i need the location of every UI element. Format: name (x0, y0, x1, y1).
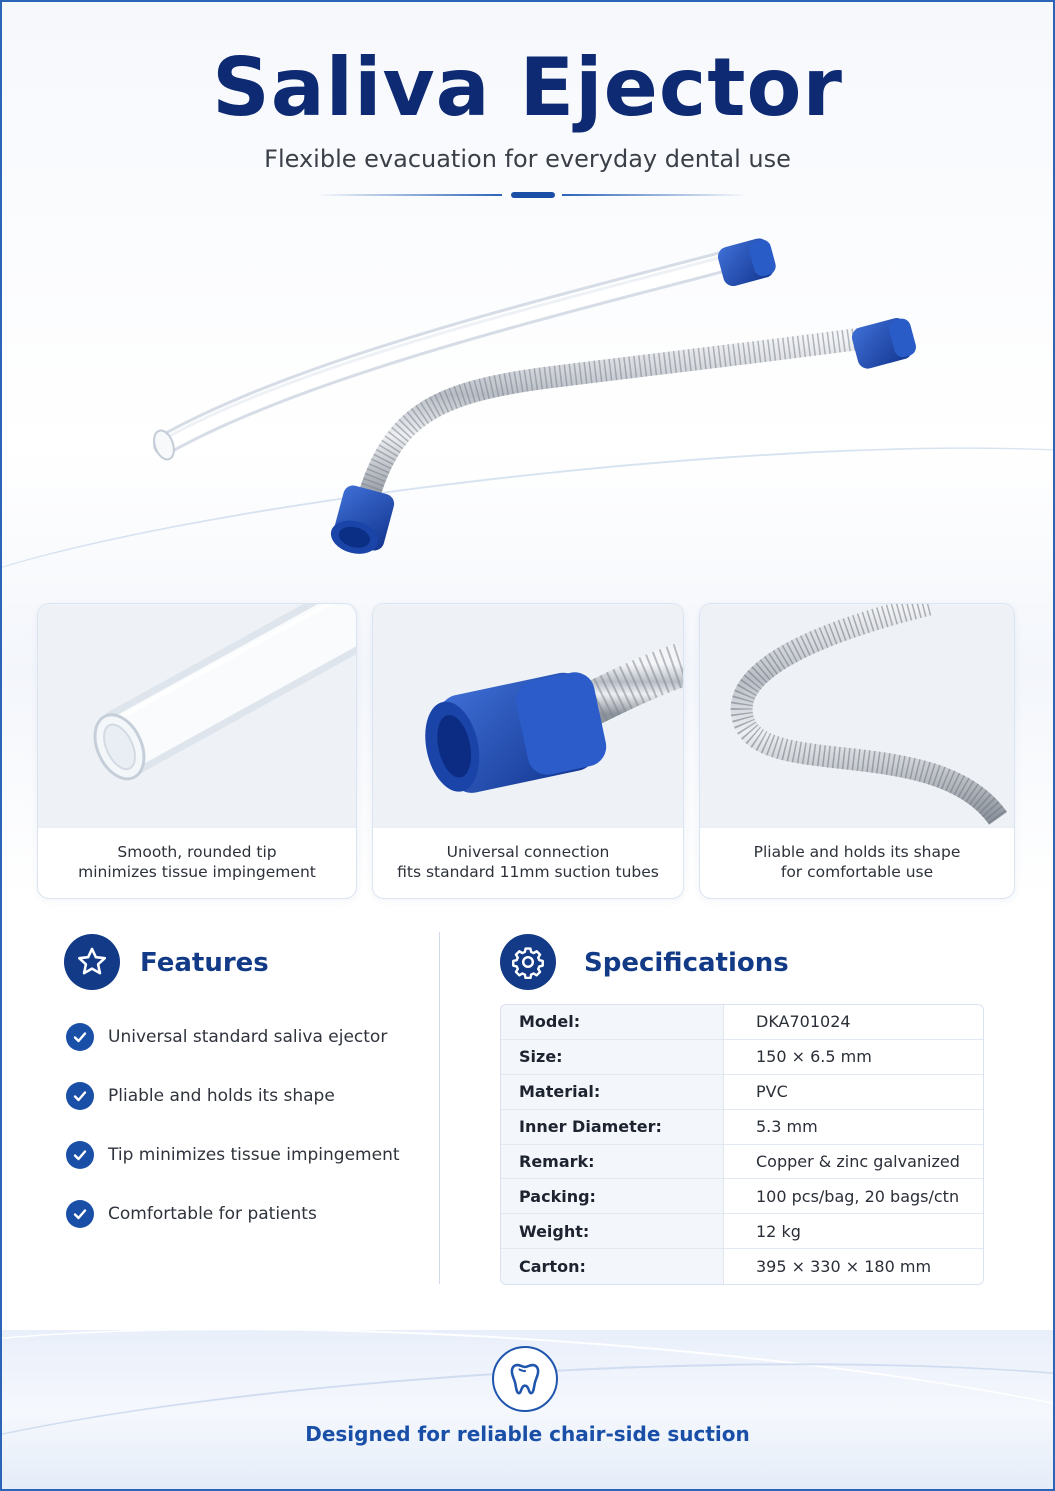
connector-closeup-image (373, 604, 683, 828)
table-row (501, 1110, 983, 1145)
spec-value: 12 kg (756, 1221, 801, 1241)
page-subtitle: Flexible evacuation for everyday dental use (264, 145, 791, 173)
table-row (501, 1040, 983, 1075)
title-divider-dot (511, 192, 555, 198)
page-title: Saliva Ejector (212, 41, 843, 134)
caption-line: minimizes tissue impingement (78, 863, 316, 881)
caption-line: fits standard 11mm suction tubes (397, 863, 659, 881)
tip-closeup-image (38, 604, 356, 828)
footer-banner (2, 1330, 1053, 1491)
spec-label: Packing: (501, 1179, 724, 1213)
spec-label: Model: (501, 1005, 724, 1039)
specifications-title: Specifications (584, 948, 789, 978)
spec-value: DKA701024 (756, 1012, 851, 1032)
detail-card-flexible (699, 603, 1015, 899)
feature-item (66, 1140, 400, 1170)
caption-line: Universal connection (446, 843, 610, 861)
spec-label: Inner Diameter: (501, 1110, 724, 1144)
spec-value: Copper & zinc galvanized (756, 1152, 960, 1171)
spec-label: Material: (501, 1075, 724, 1109)
feature-text: Universal standard saliva ejector (108, 1027, 388, 1047)
check-icon (66, 1200, 94, 1228)
spec-label: Remark: (501, 1145, 724, 1179)
hero-product-image (102, 217, 962, 577)
feature-text: Pliable and holds its shape (108, 1086, 335, 1106)
table-row (501, 1075, 983, 1110)
spec-label: Carton: (501, 1249, 724, 1284)
tooth-icon (492, 1346, 558, 1412)
table-row (501, 1249, 983, 1284)
table-row (501, 1214, 983, 1249)
star-icon (64, 934, 120, 990)
flexible-tube-image (700, 604, 1014, 828)
caption-line: for comfortable use (780, 863, 934, 881)
detail-card-connector (372, 603, 684, 899)
detail-card-tip (37, 603, 357, 899)
table-row (501, 1179, 983, 1214)
features-title: Features (140, 948, 269, 978)
spec-label: Size: (501, 1040, 724, 1074)
clear-tube (150, 236, 778, 462)
card-caption-flexible (700, 842, 1014, 882)
gear-icon (500, 934, 556, 990)
feature-text: Tip minimizes tissue impingement (108, 1145, 400, 1165)
specifications-table (500, 1004, 984, 1285)
check-icon (66, 1082, 94, 1110)
card-caption-connector (373, 842, 683, 882)
caption-line: Smooth, rounded tip (117, 843, 277, 861)
check-icon (66, 1141, 94, 1169)
spec-value: PVC (756, 1082, 788, 1102)
feature-item (66, 1081, 335, 1111)
footer-tagline: Designed for reliable chair-side suction (305, 1422, 750, 1446)
feature-item (66, 1022, 387, 1052)
spec-label: Weight: (501, 1214, 724, 1248)
spec-value: 100 pcs/bag, 20 bags/ctn (756, 1186, 960, 1206)
check-icon (66, 1023, 94, 1051)
card-caption-tip (38, 842, 356, 882)
spec-value: 395 × 330 × 180 mm (756, 1257, 932, 1277)
spec-value: 150 × 6.5 mm (756, 1047, 872, 1067)
table-row (501, 1005, 983, 1040)
feature-text: Comfortable for patients (108, 1204, 317, 1224)
title-divider-left (316, 194, 502, 196)
section-divider (439, 932, 440, 1284)
table-row (501, 1145, 983, 1180)
feature-item (66, 1199, 317, 1229)
caption-line: Pliable and holds its shape (753, 843, 961, 861)
spec-value: 5.3 mm (756, 1117, 818, 1137)
title-divider-right (562, 194, 748, 196)
